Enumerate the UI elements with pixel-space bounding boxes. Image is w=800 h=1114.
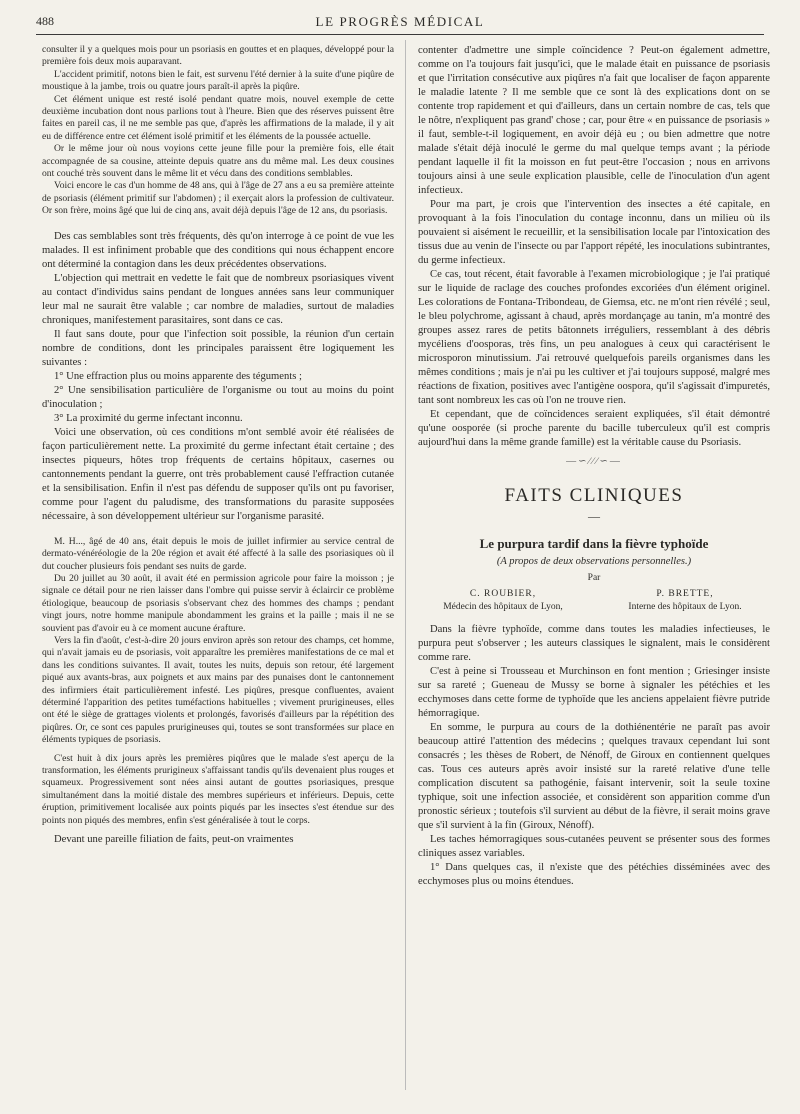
paragraph: Des cas semblables sont très fréquents, dès qu'on interroge à ce point de vue les malades. Il est infiniment probable que des conditions qui nous échappent encore ont déterminé la contagion dans les deux précédentes observations. xyxy=(42,230,394,270)
page-header xyxy=(36,12,764,34)
right-column xyxy=(418,44,770,1094)
paragraph: En somme, le purpura au cours de la dothiénentérie ne paraît pas avoir beaucoup attiré l'attention des médecins ; quelques travaux cependant lui sont consacrés ; les thèses de Robert, de Nénoff, de Giroux en contiennent quelques cas. Tous ces auteurs après avoir insisté sur la rareté relative d'une telle complication discutent sa pathogénie, faisant intervenir, soit la seule toxine typhique, soit une infection associée, et considèrent son apparition comme d'un pronostic sérieux ; toutefois s'il survient au début de la fièvre, il serait moins grave que s'il survient à la fin (Giroux, Nénoff). xyxy=(418,722,770,831)
byline: Par xyxy=(587,573,601,583)
paragraph: Devant une pareille filiation de faits, peut-on vraimentes xyxy=(54,834,294,846)
paragraph: consulter il y a quelques mois pour un psoriasis en gouttes et en plaques, développé pour la première fois deux mois auparavant. xyxy=(42,44,394,68)
author-name: C. ROUBIER, xyxy=(469,589,537,599)
list-item: 3° La proximité du germe infectant inconnu. xyxy=(54,412,243,424)
section-ornament: —∽∕∕∕∽— xyxy=(566,456,622,467)
paragraph: Voici une observation, où ces conditions m'ont semblé avoir été réalisées de façon particulièrement nette. La proximité du germe infectant était certaine ; des insectes piqueurs, hôtes trop fréquents de certains hôpitaux, casernes ou cantonnements pendant la guerre, ont très probablement causé l'effraction cutanée et la sensibilisation. Enfin il n'est pas défendu de supposer qu'ils ont pu favoriser, comme pour l'agent du paludisme, des transformations du parasite supposées nécessaire, à son développement ultérieur sur l'organisme parasité. xyxy=(42,426,394,522)
column-divider xyxy=(405,40,406,1090)
paragraph: C'est à peine si Trousseau et Murchinson en font mention ; Griesinger insiste sur sa rareté ; Gueneau de Mussy se borne à signaler les pétéchies et les ecchymoses dans cette forme de typhoïde que les anciens appelaient fièvre putride hémorragique. xyxy=(418,666,770,719)
author-name: P. BRETTE, xyxy=(656,589,714,599)
section-dash: — xyxy=(588,509,600,523)
paragraph: contenter d'admettre une simple coïncidence ? Peut-on également admettre, comme on l'a toujours fait jusqu'ici, que le malade était en puissance de psoriasis et que l'irritation consécutive aux piqûres n'a fait que localiser de façon apparente le maladie latente ? Il me semble que ce sont là des explications dont on se contente trop rapidement et qui d'ailleurs, dans un certain nombre de cas, tels que le nôtre, n'expliquent pas grand' chose ; car, pour être « en puissance de psoriasis » il faut, semble-t-il logiquement, en avoir déjà eu ; ou bien admettre que notre malade s'était déjà inoculé le germe du mal quelque temps avant ; la période pendant laquelle il fit la moisson en fut peut-être l'occasion ; nous en arrivons toujours ainsi à une seule explication plausible, celle de l'inoculation d'un agent infectieux. xyxy=(418,45,770,196)
page-number: 488 xyxy=(36,14,54,28)
paragraph: C'est huit à dix jours après les premières piqûres que le malade s'est aperçu de la transformation, les éléments prurigineux s'affaissant tandis qu'ils devenaient plus rouges et squameux. Progressivement sont nées ainsi autant de gouttes psoriasiques, presque simultanément dans la moitié distale des membres supérieurs et inférieurs. Depuis, cette éruption, primitivement localisée aux points piqués par les insectes s'est étendue sur des points non piqués des membres, enfin s'est généralisée à tout le corps. xyxy=(42,752,394,826)
paragraph: Pour ma part, je crois que l'intervention des insectes a été capitale, en provoquant à la fois l'inoculation du contage inconnu, dans un milieu où ils pouvaient si aisément le recueillir, et la sensibilisation locale par l'intoxication des tissus due au venin de l'insecte ou par l'apport répété, les inoculations subintrantes, du germe infectieux. xyxy=(418,199,770,266)
paragraph: Du 20 juillet au 30 août, il avait été en permission agricole pour faire la moisson ; je signale ce détail pour ne rien laisser dans l'ombre qui puisse servir à éclaircir ce problème étiologique, beaucoup de psoriasis s'observant chez des hommes des champs ; pendant vingt jours, notre homme manipule abondamment les grains et la paille ; mais il ne se souvient pas d'avoir eu à ce moment aucune érafture. xyxy=(42,572,394,634)
authors xyxy=(418,589,770,623)
paragraph: Cet élément unique est resté isolé pendant quatre mois, nouvel exemple de cette deuxième incubation dont nous parlions tout à l'heure. Bien que des réserves puissent être faites en pareil cas, il ne me semble pas que, d'après les affirmations de la malade, il y ait eu de différence entre cet élément isolé primitif et les éléments de la poussée actuelle. xyxy=(42,93,394,142)
article-title: Le purpura tardif dans la fièvre typhoïde xyxy=(479,536,709,551)
list-item: 1° Une effraction plus ou moins apparente des téguments ; xyxy=(54,370,302,382)
list-item: 2° Une sensibilisation particulière de l'organisme ou tout au moins du point d'inoculation ; xyxy=(42,384,394,410)
header-rule xyxy=(36,34,764,35)
running-title: LE PROGRÈS MÉDICAL xyxy=(315,14,485,29)
paragraph: L'accident primitif, notons bien le fait, est survenu l'été dernier à la suite d'une piqûre de moustique à la jambe, trois ou quatre jours paraît-il après la piqûre. xyxy=(42,68,394,93)
section-title: FAITS CLINIQUES xyxy=(504,485,684,506)
author-1 xyxy=(418,589,588,612)
paragraph: M. H..., âgé de 40 ans, était depuis le mois de juillet infirmier au service central de dermato-vénéréologie de la 20e région et avait été affecté à la salle des psoriasiques où il dut coucher plusieurs fois pendant ses nuits de garde. xyxy=(42,535,394,572)
paragraph: Ce cas, tout récent, était favorable à l'examen microbiologique ; je l'ai pratiqué sur le liquide de raclage des couches profondes excoriées d'un élément originel. Les colorations de Fontana-Tribondeau, de Giemsa, etc. ne m'ont rien révélé ; seul, le bleu polychrome, agissant à chaud, après mordançage au tanin, m'a montré des groupes assez rares de petits bâtonnets irréguliers, ressemblant à des débris mycéliens d'oosporas, très fins, un peu analogues à ceux qui caractérisent le microsporon minutissium. J'ai retrouvé quelquefois pareils organismes dans les mêmes conditions ; mais je n'ai pu les cultiver et j'ai toujours supposé, malgré mes réactions de fixation, positives avec l'antigène oospora, qu'il s'agissait d'impuretés, tant sont nombreux les cas où l'on ne trouve rien. xyxy=(418,269,770,406)
author-role: Médecin des hôpitaux de Lyon, xyxy=(443,602,563,612)
paragraph: Or le même jour où nous voyions cette jeune fille pour la première fois, elle était accompagnée de sa cousine, atteinte depuis quatre ans du même mal. Les deux cousines ont couché très souvent dans le même lit et vécu dans des conditions semblables. xyxy=(42,143,394,180)
paragraph: Les taches hémorragiques sous-cutanées peuvent se présenter sous des formes cliniques assez variables. xyxy=(418,834,770,859)
paragraph: Dans la fièvre typhoïde, comme dans toutes les maladies infectieuses, le purpura peut s'observer ; les auteurs classiques le signalent, mais le considèrent comme rare. xyxy=(418,624,770,663)
paragraph: Il faut sans doute, pour que l'infection soit possible, la réunion d'un certain nombre de conditions, dont les principales paraissent être logiquement les suivantes : xyxy=(42,328,394,368)
author-role: Interne des hôpitaux de Lyon. xyxy=(628,602,742,612)
author-2 xyxy=(600,589,770,612)
paragraph: Et cependant, que de coïncidences seraient expliquées, s'il était démontré qu'une oosporée (si proche parente du bacille tuberculeux qu'il est compris aujourd'hui dans la même grande famille) est la véritable cause du Psoriasis. xyxy=(418,409,770,448)
paragraph: Vers la fin d'août, c'est-à-dire 20 jours environ après son retour des champs, cet homme, qui n'avait jamais eu de psoriasis, voit apparaître les premières manifestations de ce mal et dans les conditions suivantes. Il avait, toutes les nuits, depuis son retour, été largement piqué aux avants-bras, aux poignets et aux mains par des punaises dont le cantonnement des infirmiers était particulièrement infesté. Les piqûres, presque confluentes, avaient déterminé l'apparition des petites tuméfactions habituelles ; vivement prurigineuses, elles ont été le siège de grattages violents et prolongés, favorisés d'ailleurs par la répétition des piqûres. Or, ce sont ces papules prurigineuses qui, toutes se sont transformées sur place en éléments typiques de psoriasis. xyxy=(42,634,394,746)
article-subtitle: (A propos de deux observations personnelles.) xyxy=(496,556,692,567)
left-column xyxy=(42,44,394,1094)
paragraph: L'objection qui mettrait en vedette le fait que de nombreux psoriasiques vivent au contact d'individus sains pendant de longues années sans leur communiquer leur mal ne saurait être valable ; car nombre de maladies, surtout de maladies chroniques, manifestement parasitaires, sont dans ce cas. xyxy=(42,272,394,326)
paragraph: Voici encore le cas d'un homme de 48 ans, qui à l'âge de 27 ans a eu sa première atteinte de psoriasis (élément primitif sur l'abdomen) ; il exerçait alors la profession de cultivateur. Or son frère, moins âgé que lui de cinq ans, avait déjà depuis l'âge de 12 ans, du psoriasis. xyxy=(42,180,394,217)
paragraph: 1° Dans quelques cas, il n'existe que des pétéchies disséminées avec des ecchymoses plus ou moins étendues. xyxy=(418,862,770,887)
